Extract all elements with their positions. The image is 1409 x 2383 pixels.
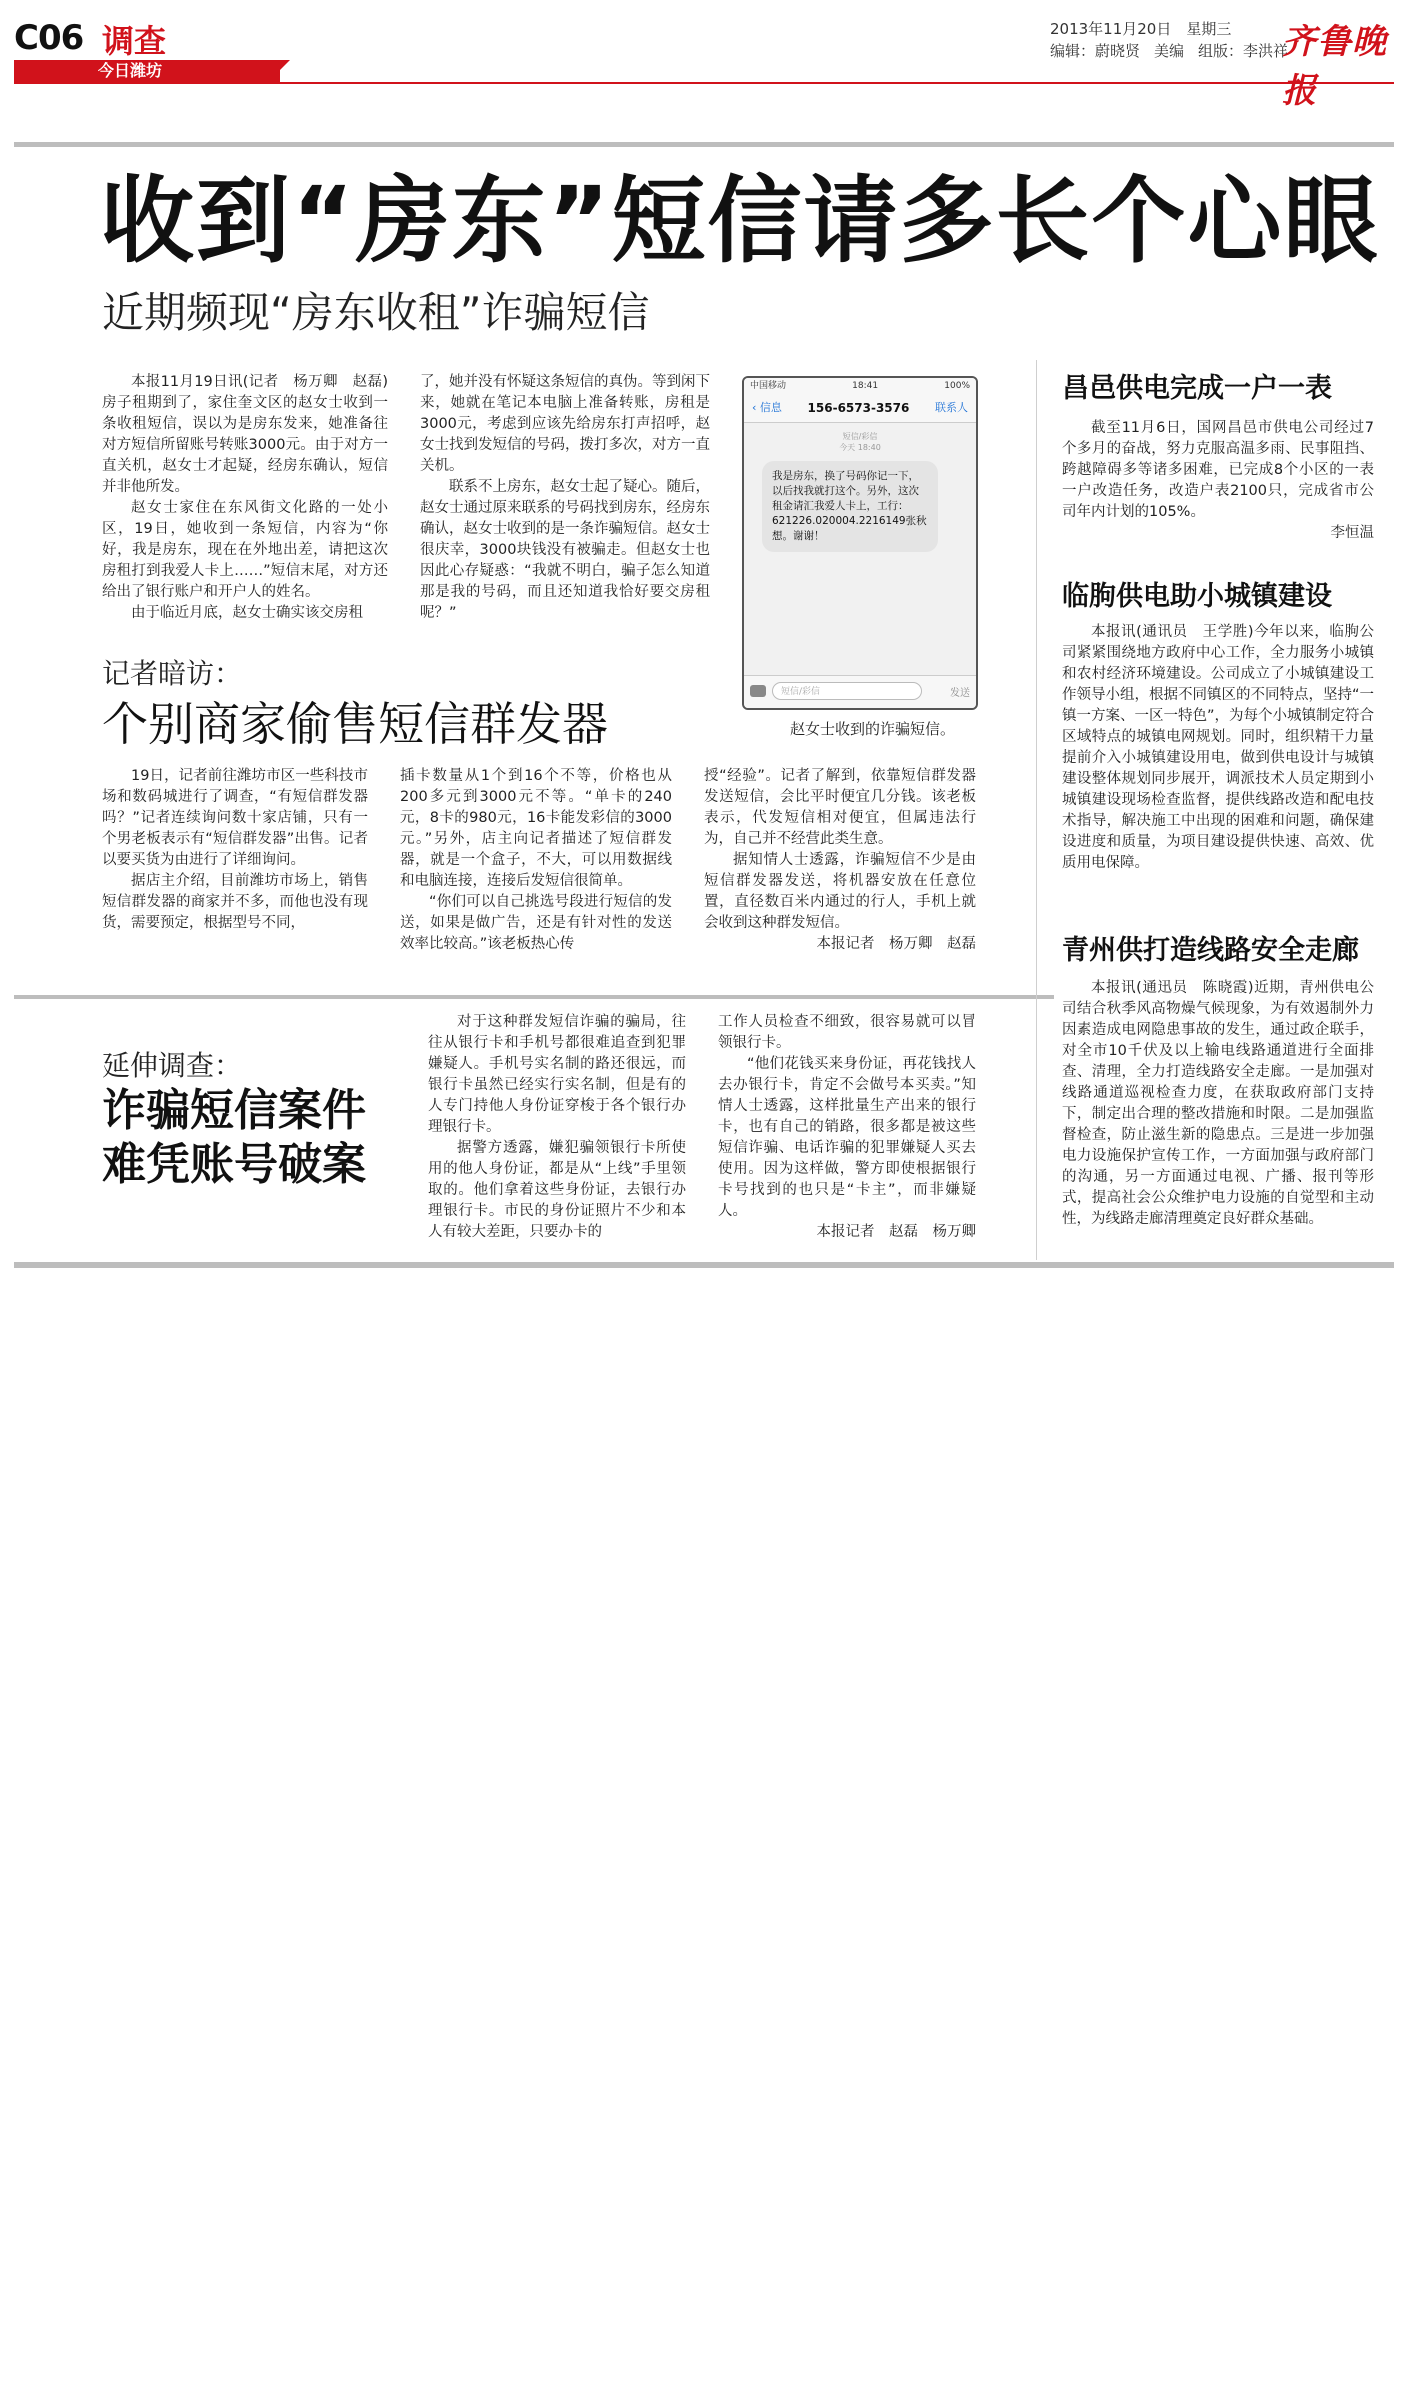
back-button: ‹ 信息 [752,401,782,414]
photo-caption: 赵女士收到的诈骗短信。 [790,720,956,738]
paragraph: 由于临近月底，赵女士确实该交房租 [131,605,363,621]
interview-kicker: 记者暗访： [102,657,243,690]
main-subhead: 近期频现“房东收租”诈骗短信 [102,288,650,337]
editor: 编辑：蔚晓贤 [1050,42,1141,60]
paragraph: 截至11月6日，国网昌邑市供电公司经过7个多月的奋战，努力克服高温多雨、民事阻挡、跨越障碍多等诸多困难，已完成8个小区的一表一户改造任务，改造户表2100只，完成省市公司年内计划的105%。 [1062,420,1374,520]
clock-label: 18:41 [852,381,879,391]
column-separator [1036,360,1037,1260]
battery-label: 100% [944,381,970,391]
lead-column-1 [102,372,388,624]
extend-column-1 [428,1012,686,1243]
extend-kicker: 延伸调查： [102,1049,243,1082]
right-title-1: 昌邑供电完成一户一表 [1062,373,1332,404]
interview-title: 个别商家偷售短信群发器 [102,697,608,751]
main-headline: 收到“房东”短信请多长个心眼 [100,167,1380,276]
contact-button: 联系人 [935,401,968,414]
extend-title: 诈骗短信案件 难凭账号破案 [102,1085,366,1190]
paragraph: 据警方透露，嫌犯骗领银行卡所使用的他人身份证，都是从“上线”手里领取的。他们拿着这些身份证，去银行办理银行卡。市民的身份证照片不少和本人有较大差距，只要办卡的 [428,1140,686,1240]
dateline: 2013年11月20日 星期三 [1050,20,1232,38]
top-divider [14,142,1394,147]
paragraph: 本报讯(通迅员 陈晓霞)近期，青州供电公司结合秋季风高物燥气候现象，为有效遏制外力因素造成电网隐患事故的发生，通过政企联手，对全市10千伏及以上输电线路通道进行全面排查、清理，全力打造线路安全走廊。一是加强对线路通道巡视检查力度，在获取政府部门支持下，制定出合理的整改措施和时限。二是加强监督检查，防止滋生新的隐患点。三是进一步加强电力设施保护宣传工作，一方面加强与政府部门的沟通，另一方面通过电视、广播、报刊等形式，提高社会公众维护电力设施的自觉型和主动性，为线路走廊清理奠定良好群众基础。 [1062,980,1374,1227]
masthead-logo: 齐鲁晚报 [1282,22,1387,111]
lead-column-2 [420,372,710,624]
interview-column-2 [400,766,672,955]
paragraph: 对于这种群发短信诈骗的骗局，往往从银行卡和手机号都很难追查到犯罪嫌疑人。手机号实名制的路还很远，而银行卡虽然已经实行实名制，但是有的人专门持他人身份证穿梭于各个银行办理银行卡。 [428,1014,686,1135]
paragraph: “他们花钱买来身份证，再花钱找人去办银行卡，肯定不会做号本买卖。”知情人士透露，这样批量生产出来的银行卡，也有自己的销路，很多都是被这些短信诈骗、电话诈骗的犯罪嫌疑人买去使用。因为这样做，警方即使根据银行卡号找到的也只是“卡主”，而非嫌疑人。 [718,1056,976,1219]
right-body-2 [1062,622,1374,874]
paragraph: 授“经验”。记者了解到，依靠短信群发器发送短信，会比平时便宜几分钱。该老板表示，代发短信相对便宜，但属违法行为，自己并不经营此类生意。 [704,768,976,847]
byline: 本报记者 杨万卿 赵磊 [816,936,976,952]
paragraph: 据知情人士透露，诈骗短信不少是由短信群发器发送，将机器安放在任意位置，直径数百米内通过的行人，手机上就会收到这种群发短信。 [704,852,976,931]
message-input: 短信/彩信 [772,682,922,700]
interview-column-1 [102,766,368,934]
message-meta: 短信/彩信 今天 18:40 [839,432,881,452]
section-name: 调查 [102,22,167,60]
send-button: 发送 [950,688,970,699]
designer: 美编 [1154,42,1185,60]
proof: 组版：李洪祥 [1198,42,1289,60]
paragraph: 赵女士家住在东风街文化路的一处小区，19日，她收到一条短信，内容为“你好，我是房东，现在在外地出差，请把这次房租打到我爱人卡上……”短信末尾，对方还给出了银行账户和开户人的姓名。 [102,500,388,600]
paragraph: 据店主介绍，目前潍坊市场上，销售短信群发器的商家并不多，而他也没有现货，需要预定，根据型号不同， [102,873,368,931]
interview-column-3 [704,766,976,955]
paragraph: 插卡数量从1个到16个不等，价格也从200多元到3000元不等。“单卡的240元，8卡的980元，16卡能发彩信的3000元。”另外，店主向记者描述了短信群发器，就是一个盒子，不大，可以用数据线和电脑连接，连接后发短信很简单。 [400,768,672,889]
paragraph: 本报11月19日讯(记者 杨万卿 赵磊)房子租期到了，家住奎文区的赵女士收到一条收租短信，误以为是房东发来，她准备往对方短信所留账号转账3000元。由于对方一直关机，赵女士才起疑，经房东确认，短信并非他所发。 [102,374,388,495]
byline: 本报记者 赵磊 杨万卿 [816,1224,976,1240]
camera-icon [750,685,766,697]
bottom-divider [14,1262,1394,1268]
paragraph: 本报讯(通讯员 王学胜)今年以来，临朐公司紧紧围绕地方政府中心工作，全力服务小城镇和农村经济环境建设。公司成立了小城镇建设工作领导小组，根据不同镇区的不同特点，坚持“一镇一方案、一区一特色”，为每个小城镇制定符合区域特点的城镇电网规划。同时，组织精干力量提前介入小城镇建设用电，做到供电设计与城镇建设整体规划同步展开，调派技术人员定期到小城镇建设现场检查监督，提供线路改造和配电技术指导，解决施工中出现的困难和问题，确保建设进度和质量，为项目建设提供快速、高效、优质用电保障。 [1062,624,1375,871]
phone-nav-bar [744,394,976,423]
header-rule [14,82,1394,84]
extend-column-2 [718,1012,976,1243]
right-body-3 [1062,978,1374,1230]
sender-number: 156-6573-3576 [807,401,910,415]
sub-section-name: 今日潍坊 [98,61,163,80]
right-body-1 [1062,418,1374,544]
phone-screenshot [742,376,978,710]
mid-divider [14,995,1054,999]
right-title-2: 临朐供电助小城镇建设 [1062,581,1332,612]
carrier-label: 中国移动 [750,381,787,391]
right-title-3: 青州供打造线路安全走廊 [1062,935,1359,966]
paragraph: “你们可以自己挑选号段进行短信的发送，如果是做广告，还是有针对性的发送效率比较高。”该老板热心传 [400,894,672,952]
paragraph: 了，她并没有怀疑这条短信的真伪。等到闲下来，她就在笔记本电脑上准备转账，房租是3000元，考虑到应该先给房东打声招呼，赵女士找到发短信的号码，拨打多次，对方一直关机。 [420,374,710,474]
phone-input-bar [744,675,976,708]
paragraph: 19日，记者前往潍坊市区一些科技市场和数码城进行了调查，“有短信群发器吗？”记者连续询问数十家店铺，只有一个男老板表示有“短信群发器”出售。记者以要买货为由进行了详细询问。 [102,768,368,868]
section-bar-tip [268,60,290,82]
byline: 李恒温 [1330,525,1374,541]
editor-credits [1050,40,1302,61]
sms-bubble: 我是房东，换了号码你记一下，以后找我就打这个。另外，这次租金请汇我爱人卡上，工行：621226.020004.2216149张秋想。谢谢！ [762,461,938,552]
page-number: C06 [14,18,84,58]
paragraph: 联系不上房东，赵女士起了疑心。随后，赵女士通过原来联系的号码找到房东，经房东确认，赵女士收到的是一条诈骗短信。赵女士很庆幸，3000块钱没有被骗走。但赵女士也因此心存疑惑：“我就不明白，骗子怎么知道那是我的号码，而且还知道我恰好要交房租呢？” [420,479,710,621]
phone-status-bar [744,378,976,394]
paragraph: 工作人员检查不细致，很容易就可以冒领银行卡。 [718,1014,976,1051]
